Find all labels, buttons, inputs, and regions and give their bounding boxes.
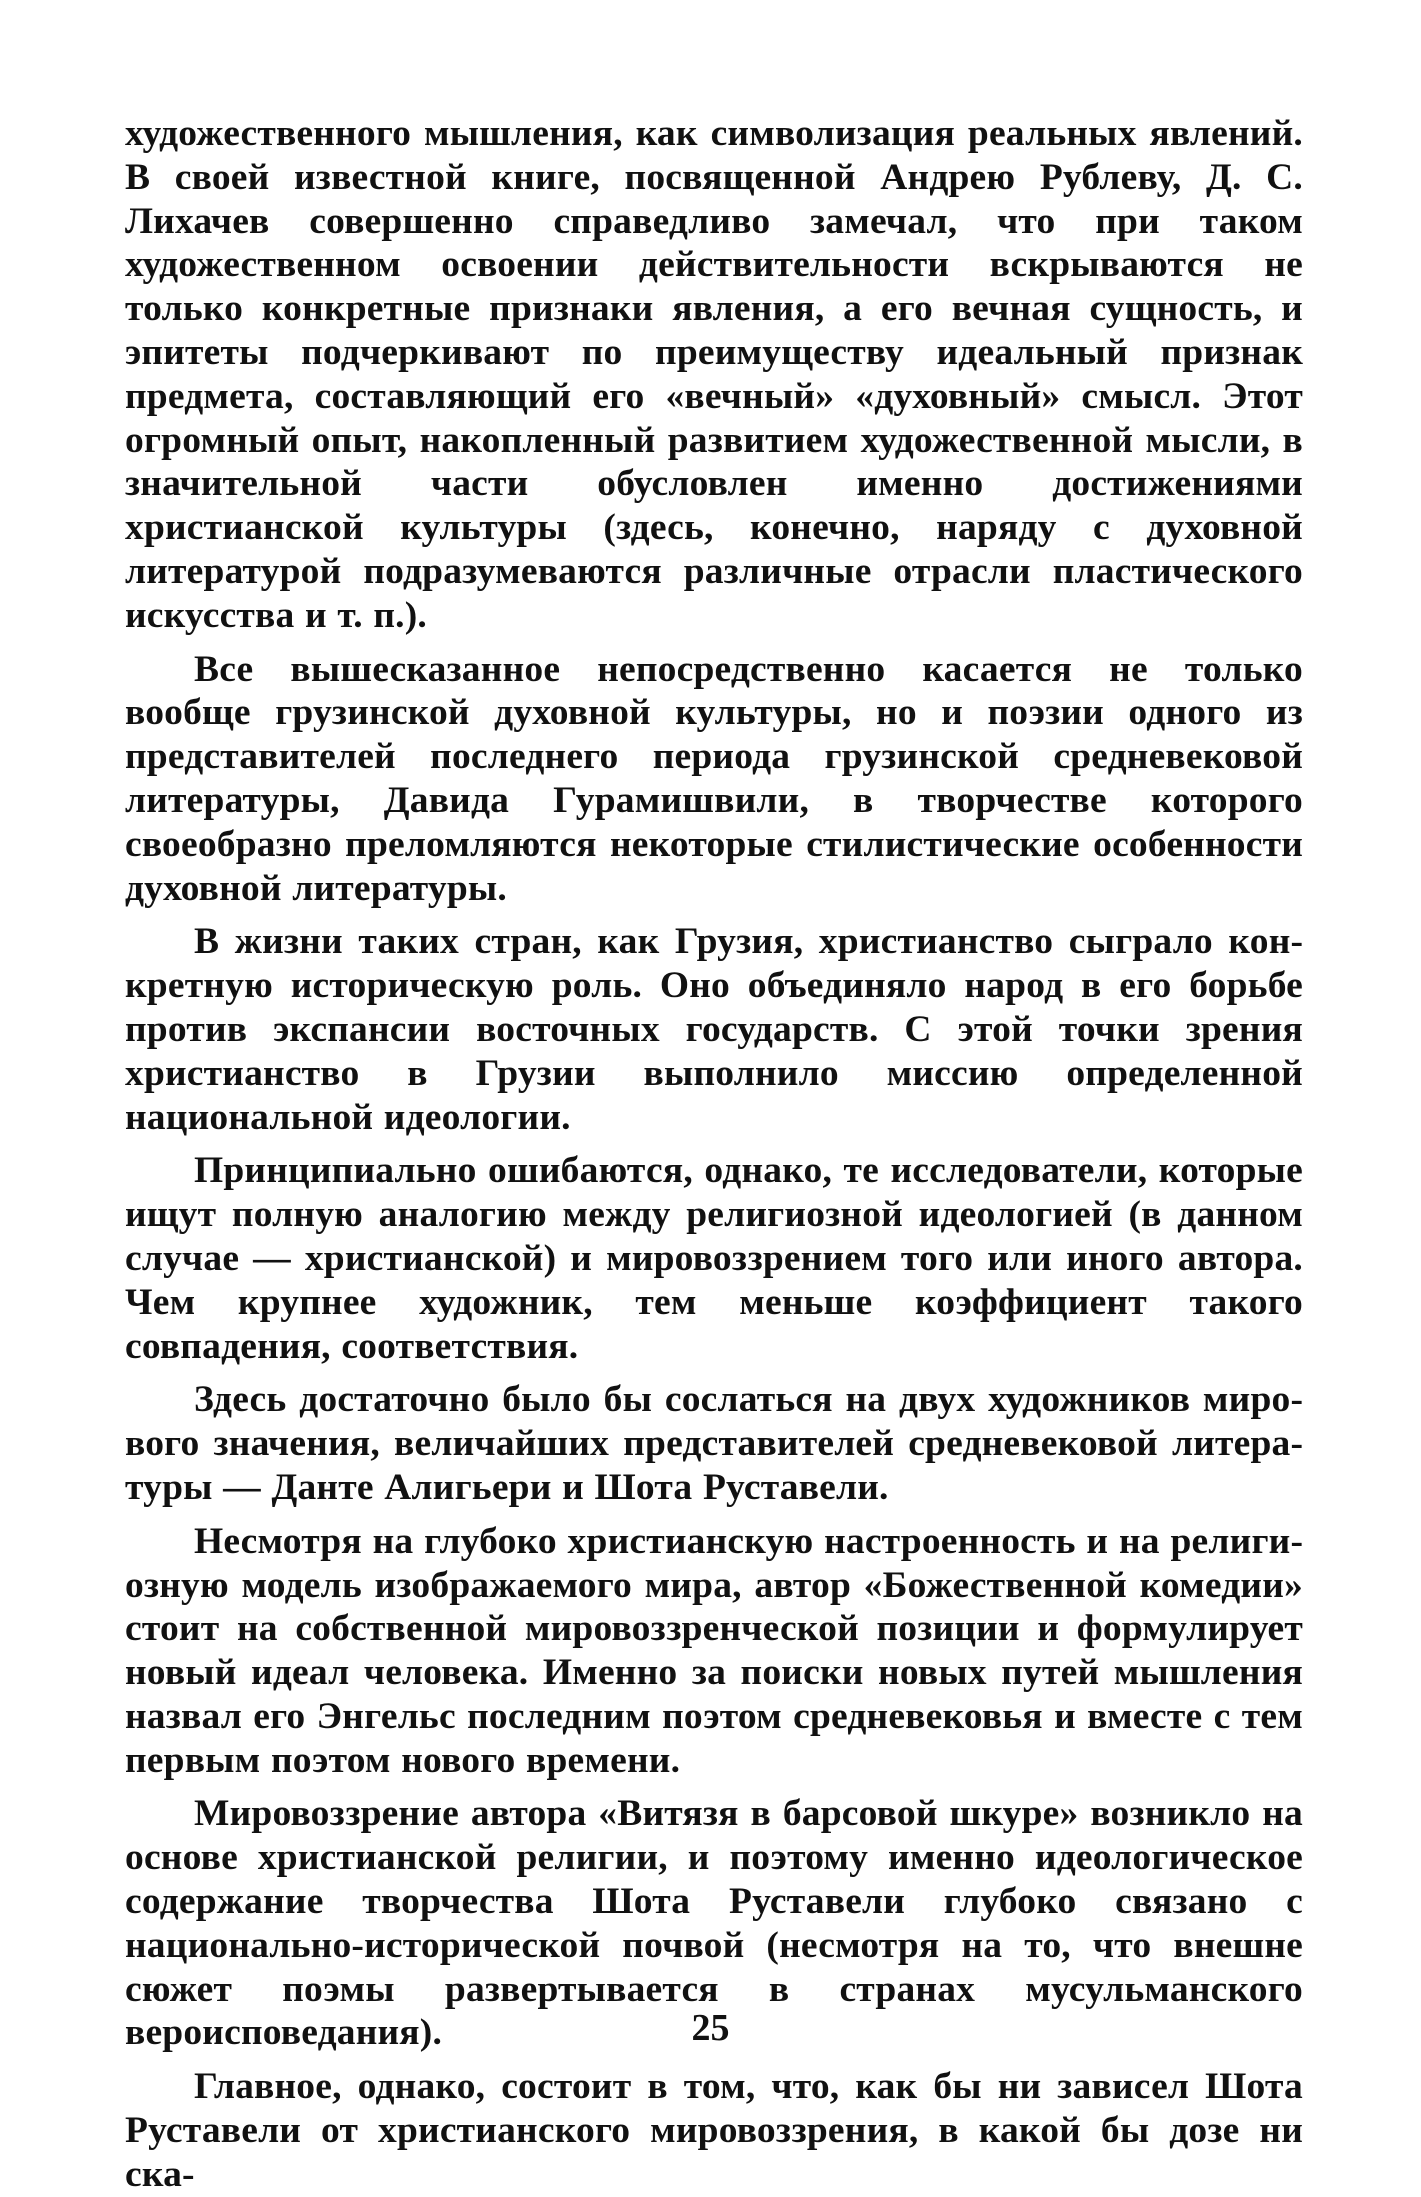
paragraph-8: Главное, однако, состоит в том, что, как бы ни зависел Шота Руставели от христианского мировоззрения, в какой бы дозе ни ска- [125,2066,1303,2195]
paragraph-2: Все вышесказанное непосредственно касается не только вообще грузинской духовной культуры, но и поэзии одного из представителей последнего периода грузинской средневековой литературы, Давида Гурамишвили, в творчестве которого своеобразно преломляются некоторые стилистические особенности духовной литературы. [125,648,1303,909]
paragraph-5: Здесь достаточно было бы сослаться на двух художников мирового значения, величайших представителей средневековой литературы — Данте Алигьери и Шота Руставели. [125,1379,1303,1508]
paragraph-3: В жизни таких стран, как Грузия, христианство сыграло конкретную историческую роль. Оно объединяло народ в его борьбе против экспансии восточных государств. С этой точки зрения христианство в Грузии выполнило миссию определенной национальной идеологии. [125,921,1303,1138]
page-body [125,112,1303,2197]
page-number: 25 [691,2007,730,2049]
paragraph-6: Несмотря на глубоко христианскую настроенность и на религиозную модель изображаемого мира, автор «Божественной комедии» стоит на собственной мировоззренческой позиции и формулирует новый идеал человека. Именно за поиски новых путей мышления назвал его Энгельс последним поэтом средневековья и вместе с тем первым поэтом нового времени. [125,1520,1303,1781]
paragraph-4: Принципиально ошибаются, однако, те исследователи, которые ищут полную аналогию между религиозной идеологией (в данном случае — христианской) и мировоззрением того или иного автора. Чем крупнее художник, тем меньше коэффициент такого совпадения, соответствия. [125,1150,1303,1367]
paragraph-1: художественного мышления, как символизация реальных явлений. В своей известной книге, посвященной Андрею Рублеву, Д. С. Лихачев совершенно справедливо замечал, что при таком художественном освоении действительности вскрываются не только конкретные признаки явления, а его вечная сущность, и эпитеты подчеркивают по преимуществу идеальный признак предмета, составляющий его «вечный» «духовный» смысл. Этот огромный опыт, накопленный развитием художественной мысли, в значительной части обусловлен именно достижениями христианской культуры (здесь, конечно, наряду с духовной литературой подразумеваются различные отрасли пластического искусства и т. п.). [125,113,1303,636]
paragraph-7: Мировоззрение автора «Витязя в барсовой шкуре» возникло на основе христианской религии, и поэтому именно идеологическое содержание творчества Шота Руставели глубоко связано с национально-исторической почвой (несмотря на то, что внешне сюжет поэмы развертывается в странах мусульманского вероисповедания). [125,1793,1303,2054]
